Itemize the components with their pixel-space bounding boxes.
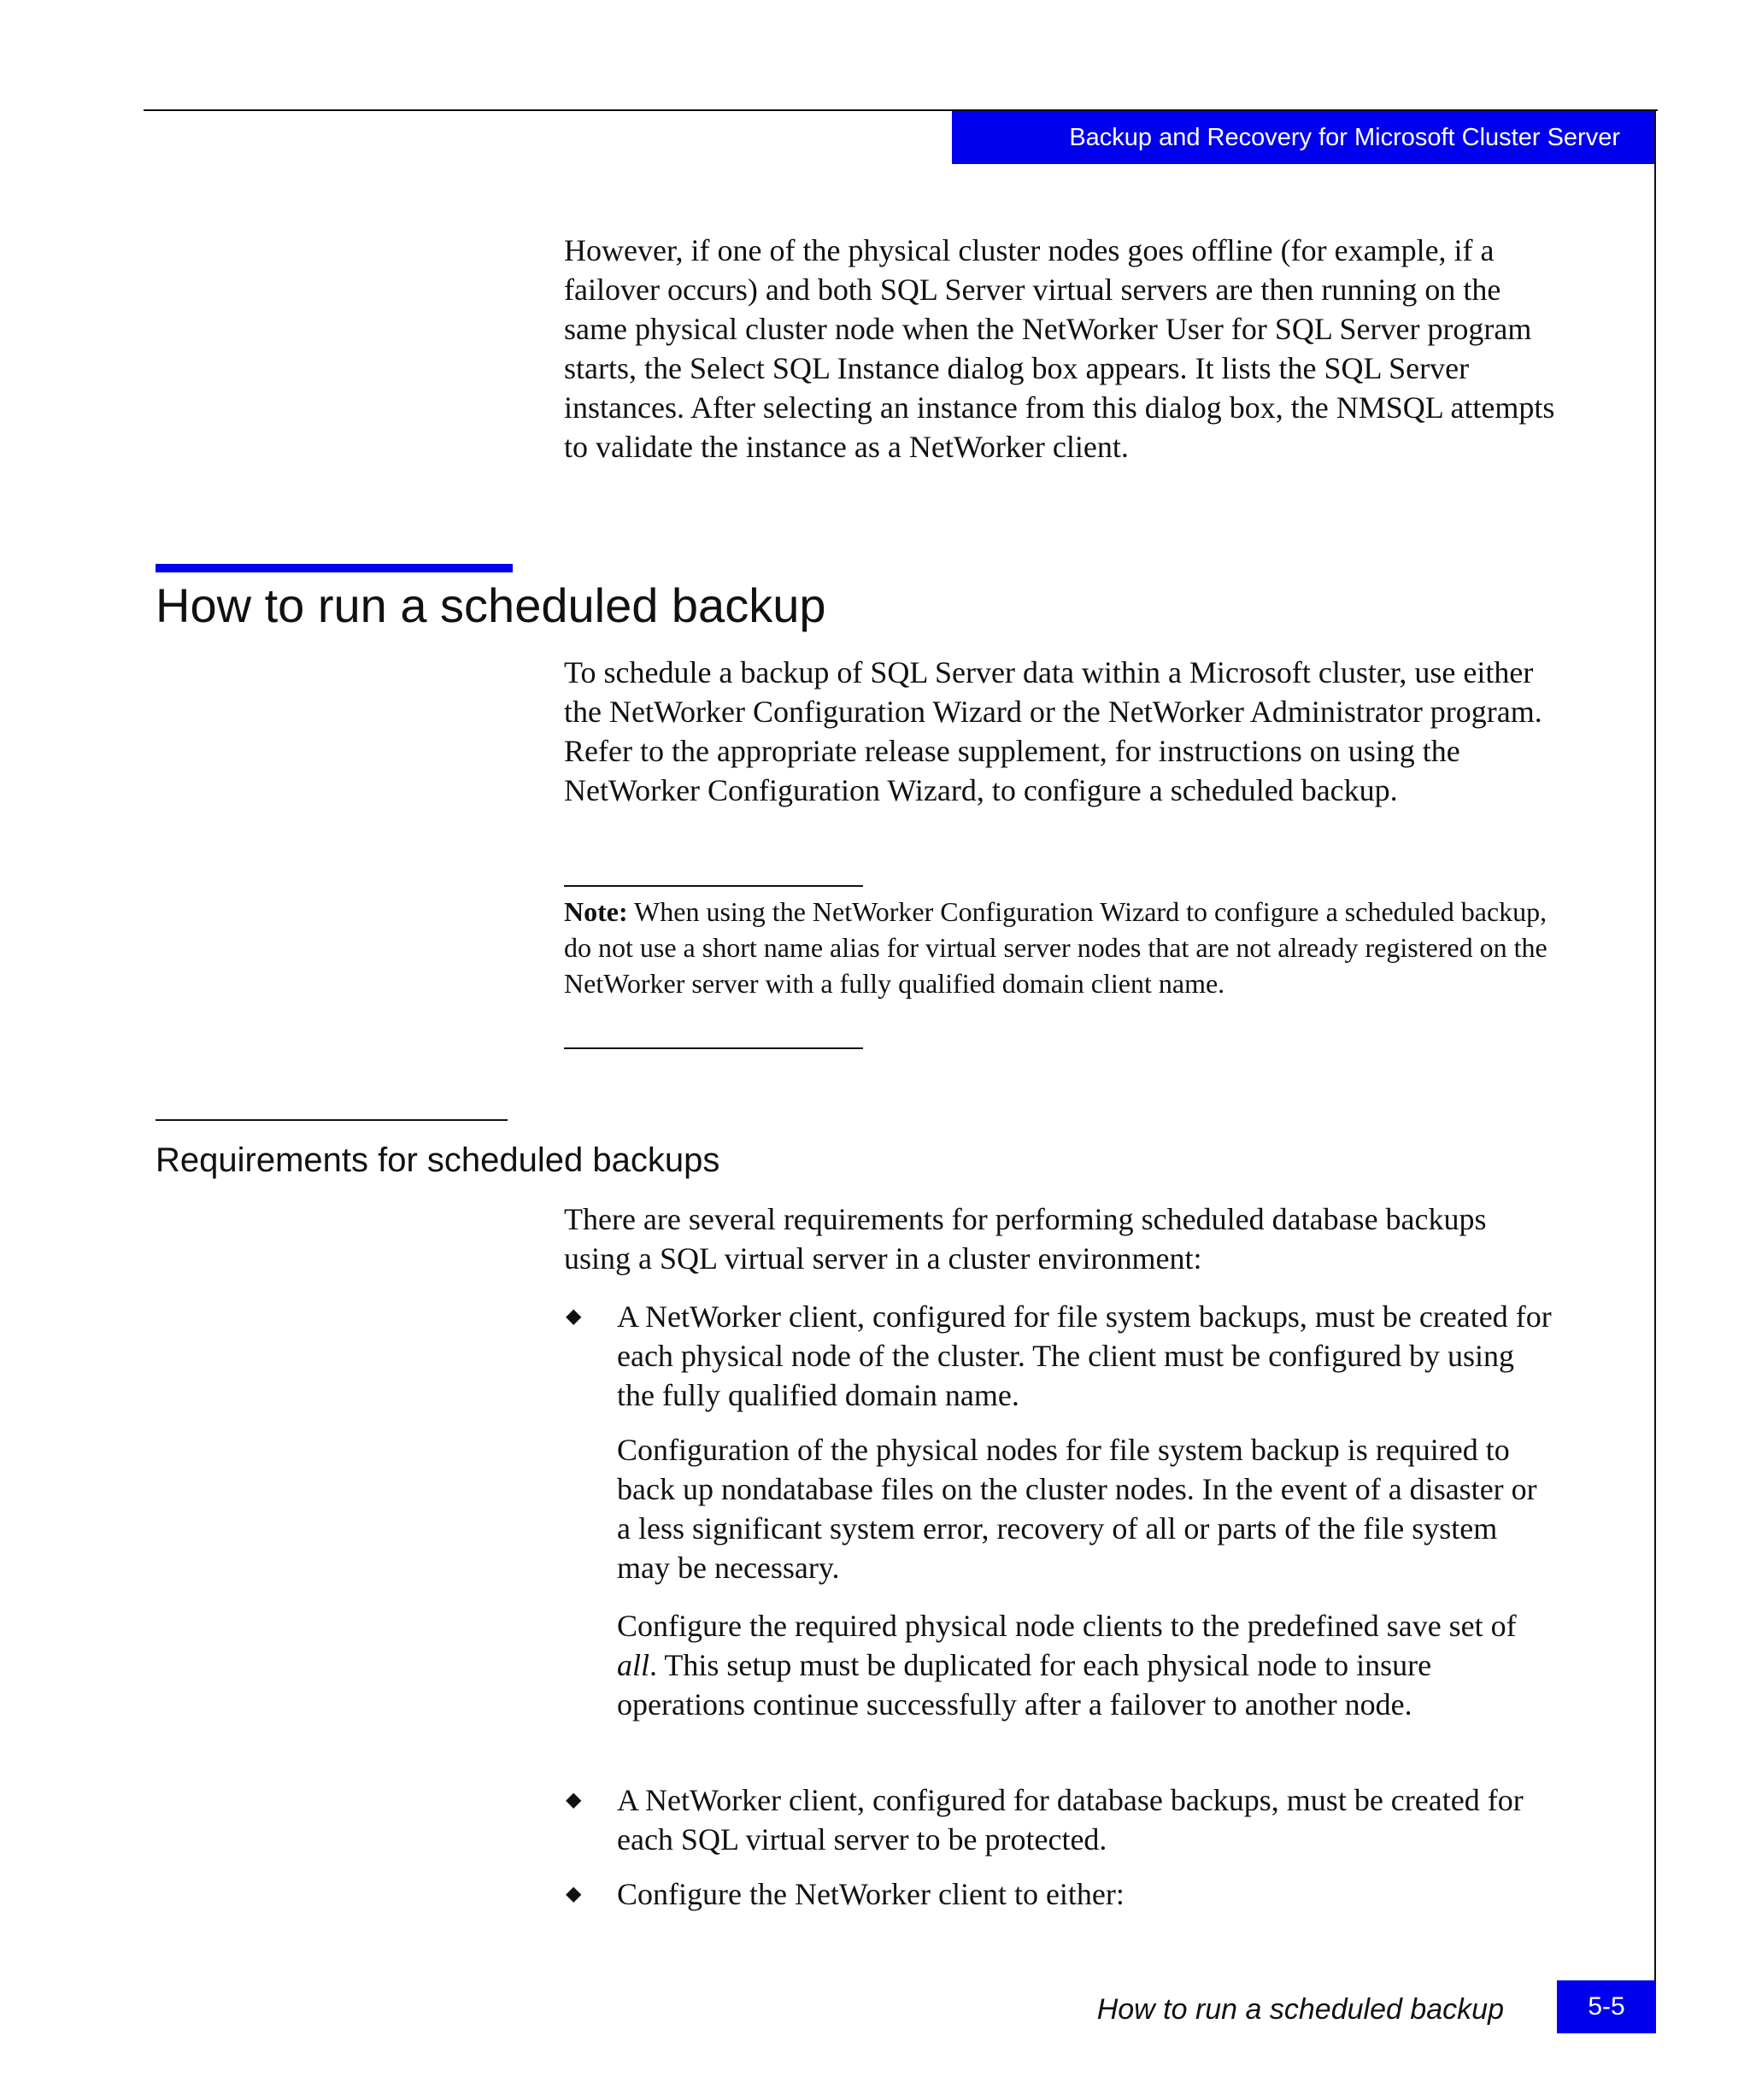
- bullet-2: A NetWorker client, configured for database backups, must be created for each SQL virtual server to be protected.: [617, 1783, 1524, 1857]
- heading-accent-bar: [156, 564, 513, 572]
- bullet-1-paragraph-2: Configuration of the physical nodes for file system backup is required to back up nondatabase files on the cluster nodes. In the event of a disaster or a less significant system error, recovery of all or parts of the file system may be necessary.: [617, 1433, 1537, 1585]
- bullet-1-paragraph-3: [617, 1606, 1557, 1724]
- bullet-diamond-icon: ◆: [566, 1789, 582, 1811]
- intro-paragraph: However, if one of the physical cluster nodes goes offline (for example, if a failover occurs) and both SQL Server virtual servers are then running on the same physical cluster node when the NetWorker User for SQL Server program starts, the Select SQL Instance dialog box appears. It lists the SQL Server instances. After selecting an instance from this dialog box, the NMSQL attempts to validate the instance as a NetWorker client.: [564, 233, 1555, 464]
- note-label: Note:: [564, 896, 628, 927]
- note-bottom-rule: [564, 1047, 863, 1049]
- note: [564, 894, 1555, 1001]
- chapter-header: Backup and Recovery for Microsoft Cluster Server: [952, 111, 1654, 164]
- subsection-intro: There are several requirements for performing scheduled database backups using a SQL virtual server in a cluster environment:: [564, 1202, 1487, 1276]
- text-run: Configure the required physical node clients to the predefined save set of: [617, 1609, 1517, 1643]
- bullet-diamond-icon: ◆: [566, 1883, 582, 1905]
- section-paragraph: To schedule a backup of SQL Server data within a Microsoft cluster, use either the NetWorker Configuration Wizard or the NetWorker Administrator program. Refer to the appropriate release supplement, for instructions on using the NetWorker Configuration Wizard, to configure a scheduled backup.: [564, 655, 1542, 807]
- page-number: 5-5: [1557, 1980, 1656, 2033]
- section-heading: How to run a scheduled backup: [156, 578, 826, 632]
- note-top-rule: [564, 885, 863, 887]
- note-body: When using the NetWorker Configuration Wizard to configure a scheduled backup, do not use a short name alias for virtual server nodes that are not already registered on the NetWorker server with a fully qualified domain client name.: [564, 896, 1547, 999]
- subheading-rule: [156, 1119, 508, 1121]
- italic-term: all: [617, 1648, 650, 1682]
- footer-section-title: How to run a scheduled backup: [1096, 1993, 1504, 2026]
- bullet-1: A NetWorker client, configured for file system backups, must be created for each physical node of the cluster. The client must be configured by using the fully qualified domain name.: [617, 1299, 1552, 1412]
- right-margin-rule: [1654, 109, 1656, 2032]
- bullet-3: Configure the NetWorker client to either:: [617, 1877, 1125, 1911]
- subsection-heading: Requirements for scheduled backups: [156, 1141, 720, 1179]
- bullet-diamond-icon: ◆: [566, 1305, 582, 1328]
- text-run: . This setup must be duplicated for each physical node to insure operations continue successfully after a failover to another node.: [617, 1648, 1432, 1722]
